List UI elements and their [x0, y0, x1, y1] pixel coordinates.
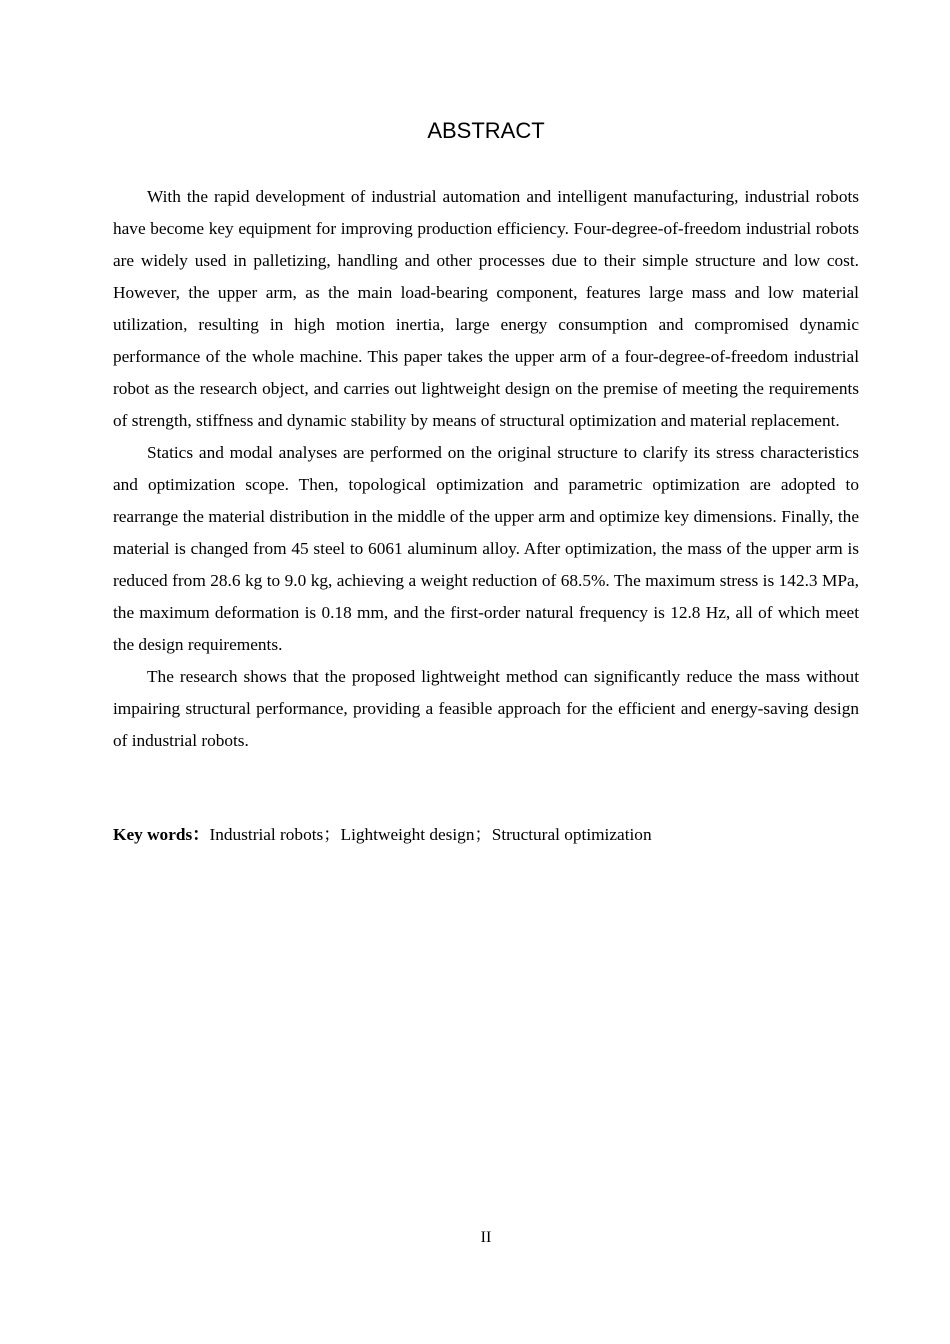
- keywords-label: Key words：: [113, 825, 210, 844]
- abstract-paragraph-2: Statics and modal analyses are performed on the original structure to clarify its stress characteristics and optimization scope. Then, topological optimization and parametric optimization are adopted to rearrange the material distribution in the middle of the upper arm and optimize key dimensions. Finally, the material is changed from 45 steel to 6061 aluminum alloy. After optimization, the mass of the upper arm is reduced from 28.6 kg to 9.0 kg, achieving a weight reduction of 68.5%. The maximum stress is 142.3 MPa, the maximum deformation is 0.18 mm, and the first-order natural frequency is 12.8 Hz, all of which meet the design requirements.: [113, 443, 859, 654]
- abstract-paragraph-1: With the rapid development of industrial automation and intelligent manufacturing, industrial robots have become key equipment for improving production efficiency. Four-degree-of-freedom industrial robots are widely used in palletizing, handling and other processes due to their simple structure and low cost. However, the upper arm, as the main load-bearing component, features large mass and low material utilization, resulting in high motion inertia, large energy consumption and compromised dynamic performance of the whole machine. This paper takes the upper arm of a four-degree-of-freedom industrial robot as the research object, and carries out lightweight design on the premise of meeting the requirements of strength, stiffness and dynamic stability by means of structural optimization and material replacement.: [113, 187, 859, 430]
- keyword-item: Structural optimization: [491, 825, 652, 844]
- keyword-separator: ；: [323, 825, 341, 844]
- keyword-separator: ；: [474, 825, 492, 844]
- keyword-item: Industrial robots: [209, 825, 324, 844]
- abstract-title: ABSTRACT: [427, 118, 545, 143]
- page-number: II: [480, 1229, 492, 1246]
- abstract-paragraph-3: The research shows that the proposed lightweight method can significantly reduce the mass without impairing structural performance, providing a feasible approach for the efficient and energy-saving design of industrial robots.: [113, 667, 859, 750]
- keyword-item: Lightweight design: [340, 825, 475, 844]
- keywords-line: [113, 819, 859, 851]
- abstract-body: [113, 181, 859, 757]
